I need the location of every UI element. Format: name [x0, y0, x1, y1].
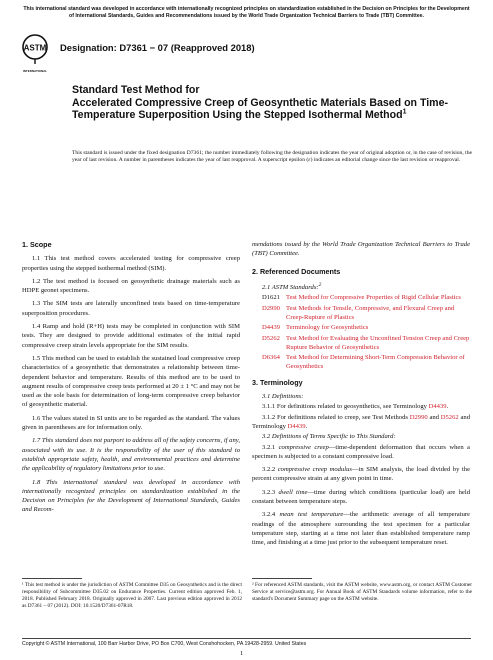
- footnote-marker-2: 2: [318, 281, 322, 288]
- scope-1-7: 1.7 This standard does not purport to address all of the safety concerns, if any, associated with its use. It is the responsibility of the user of this standard to establish appropriate safety, health, and environmental practices and determine the applicability of regulatory limitations prior to use.: [22, 437, 240, 473]
- scope-1-8-continued: mendations issued by the World Trade Organization Technical Barriers to Trade (TBT) Committee.: [252, 241, 470, 258]
- astm-standards-subheading: [252, 281, 470, 292]
- scope-1-8: 1.8 This international standard was developed in accordance with internationally recognized principles on standardization established in the Decision on Principles for the Development of International Standards, Guides and Recom-: [22, 478, 240, 514]
- section-heading-terminology: 3. Terminology: [252, 377, 303, 387]
- scope-1-6: 1.6 The values stated in SI units are to be regarded as the standard. The values given in parentheses are for information only.: [22, 414, 240, 432]
- section-heading-scope: 1. Scope: [22, 240, 52, 249]
- term-3-1-2-and: and: [427, 413, 441, 421]
- title-footnote-marker: 1: [402, 108, 407, 116]
- term-definition: —the arithmetic average of all temperature readings of the atmosphere surrounding the test specimen for a particular temperature step, starting at a time not later than established temperature ramp time, and finishing at a time just prior to the subsequent temperature reset.: [252, 511, 470, 547]
- term-3-1-2: 3.1.2 For definitions related to creep, see Test Methods D2990 and D5262 and Terminology D4439.: [252, 413, 470, 430]
- document-title: [72, 84, 472, 122]
- reference-list: [252, 293, 470, 371]
- footnote-2: ² For referenced ASTM standards, visit the ASTM website, www.astm.org, or contact ASTM Customer Service at service@astm.org. For Annual Book of ASTM Standards volume information, refer to the standard's Document Summary page on the ASTM website.: [252, 582, 472, 602]
- term-3-1: 3.1 Definitions:: [262, 393, 304, 401]
- footnote-rule-right: [252, 578, 312, 579]
- link-d4439[interactable]: D4439: [428, 403, 447, 411]
- term-3-2: 3.2 Definitions of Terms Specific to This Standard:: [262, 433, 396, 441]
- footnote-rule-left: [22, 578, 82, 579]
- term-3-2-2: [252, 465, 470, 484]
- reference-code[interactable]: D4439: [262, 324, 280, 332]
- reference-code[interactable]: D6364: [262, 354, 280, 362]
- left-column: [22, 240, 240, 519]
- term-3-1-1: 3.1.1 For definitions related to geosynthetics, see Terminology D4439.: [262, 403, 449, 411]
- reference-title[interactable]: Terminology for Geosynthetics: [286, 324, 369, 332]
- term-definition: —in SIM analysis, the load divided by the percent compressive strain at any given point in time.: [252, 466, 470, 483]
- designation: Designation: D7361 − 07 (Reapproved 2018): [60, 42, 255, 53]
- term-name: dwell time: [278, 488, 308, 496]
- title-line1: Standard Test Method for: [72, 84, 200, 96]
- term-definition: —time-dependent deformation that occurs when a specimen is subjected to a constant compressive load.: [252, 443, 470, 460]
- svg-text:ASTM: ASTM: [23, 43, 47, 53]
- term-number: 3.2.1: [262, 443, 279, 451]
- footnote-1: ¹ This test method is under the jurisdiction of ASTM Committee D35 on Geosynthetics and is the direct responsibility of Subcommittee D35.02 on Endurance Properties. Current edition approved Feb. 1, 2018. Published February 2018. Originally approved in 2007. Last previous edition approved in 2012 as D7361 – 07 (2012). DOI: 10.1520/D7361-07R18.: [22, 582, 242, 609]
- term-number: 3.2.3: [262, 488, 279, 496]
- scope-1-2: 1.2 The test method is focused on geosynthetic drainage materials such as HDPE geonet specimens.: [22, 277, 240, 295]
- term-name: compressive creep modulus: [277, 466, 352, 474]
- term-name: compressive creep: [278, 443, 329, 451]
- reference-item[interactable]: [262, 353, 470, 372]
- reference-code[interactable]: D5262: [262, 334, 280, 342]
- reference-title[interactable]: Test Method for Compressive Properties of Rigid Cellular Plastics: [286, 294, 461, 302]
- astm-logo: [22, 34, 48, 76]
- page-number: 1: [240, 650, 244, 657]
- svg-text:INTERNATIONAL: INTERNATIONAL: [22, 69, 48, 73]
- reference-code: D1621: [262, 294, 280, 302]
- term-3-1-2-text-b: and Terminology: [252, 413, 470, 430]
- term-3-2-1: [252, 443, 470, 462]
- link-d5262[interactable]: D5262: [440, 413, 459, 421]
- issue-note: This standard is issued under the fixed designation D7361; the number immediately following the designation indicates the year of original adoption or, in the case of revision, the year of last revision. A number in parentheses indicates the year of last reapproval. A superscript epsilon (ε) indicates an editorial change since the last revision or reapproval.: [72, 150, 472, 164]
- reference-title[interactable]: Test Method for Determining Short-Term Compression Behavior of Geosynthetics: [286, 354, 465, 371]
- reference-title[interactable]: Test Methods for Tensile, Compressive, and Flexural Creep and Creep-Rupture of Plastics: [286, 304, 455, 321]
- title-main: Accelerated Compressive Creep of Geosynthetic Materials Based on Time-Temperature Superposition Using the Stepped Isothermal Method: [72, 96, 449, 122]
- copyright-footer: Copyright © ASTM International, 100 Barr Harbor Drive, PO Box C700, West Conshohocken, PA 19428-2959. United States: [22, 638, 471, 647]
- link-d4439[interactable]: D4439: [287, 422, 306, 430]
- scope-1-1: 1.1 This test method covers accelerated testing for compressive creep properties using the stepped isothermal method (SIM).: [22, 255, 240, 272]
- term-number: 3.2.4: [262, 511, 280, 519]
- term-3-2-4: [252, 510, 470, 547]
- term-definition: —time during which conditions (particular load) are held constant between temperature steps.: [252, 488, 470, 506]
- term-number: 3.2.2: [262, 466, 278, 474]
- reference-item[interactable]: [262, 323, 470, 332]
- scope-1-4: 1.4 Ramp and hold (R+H) tests may be completed in conjunction with SIM tests. They are designed to provide additional estimates of the initial rapid compressive creep strain levels appropriate for the SIM results.: [22, 323, 240, 349]
- reference-item[interactable]: [262, 334, 470, 353]
- wto-notice: This international standard was developed in accordance with internationally recognized principles on standardization established in the Decision on Principles for the Development of International Standards, Guides and Recommendations issued by the World Trade Organization Technical Barriers to Trade (TBT) Committee.: [23, 6, 470, 19]
- right-column: [252, 240, 470, 552]
- reference-code[interactable]: D2990: [262, 304, 280, 312]
- term-3-1-2-text: 3.1.2 For definitions related to creep, see Test Methods: [262, 413, 410, 421]
- link-d2990[interactable]: D2990: [409, 413, 428, 421]
- section-heading-referenced: 2. Referenced Documents: [252, 266, 341, 276]
- term-name: mean test temperature: [279, 511, 344, 519]
- reference-item[interactable]: [262, 293, 470, 302]
- term-3-2-3: [252, 488, 470, 507]
- astm-standards-label: 2.1 ASTM Standards:: [262, 284, 319, 292]
- reference-item[interactable]: [262, 304, 470, 323]
- reference-title[interactable]: Test Method for Evaluating the Unconfined Tension Creep and Creep Rupture Behavior of Geosynthetics: [286, 334, 470, 351]
- scope-1-3: 1.3 The SIM tests are laterally unconfined tests based on time-temperature superposition procedures.: [22, 300, 240, 317]
- scope-1-5: 1.5 This method can be used to establish the sustained load compressive creep characteristics of a geosynthetic that demonstrates a relationship between time-dependent behavior and temperature. Results of this method are to be used to augment results of compressive creep tests performed at 20 ± 1 °C and may not be used as the sole basis for determination of long-term compressive creep behavior of geosynthetic material.: [22, 354, 240, 409]
- term-3-1-1-text: 3.1.1 For definitions related to geosynthetics, see Terminology: [262, 403, 429, 411]
